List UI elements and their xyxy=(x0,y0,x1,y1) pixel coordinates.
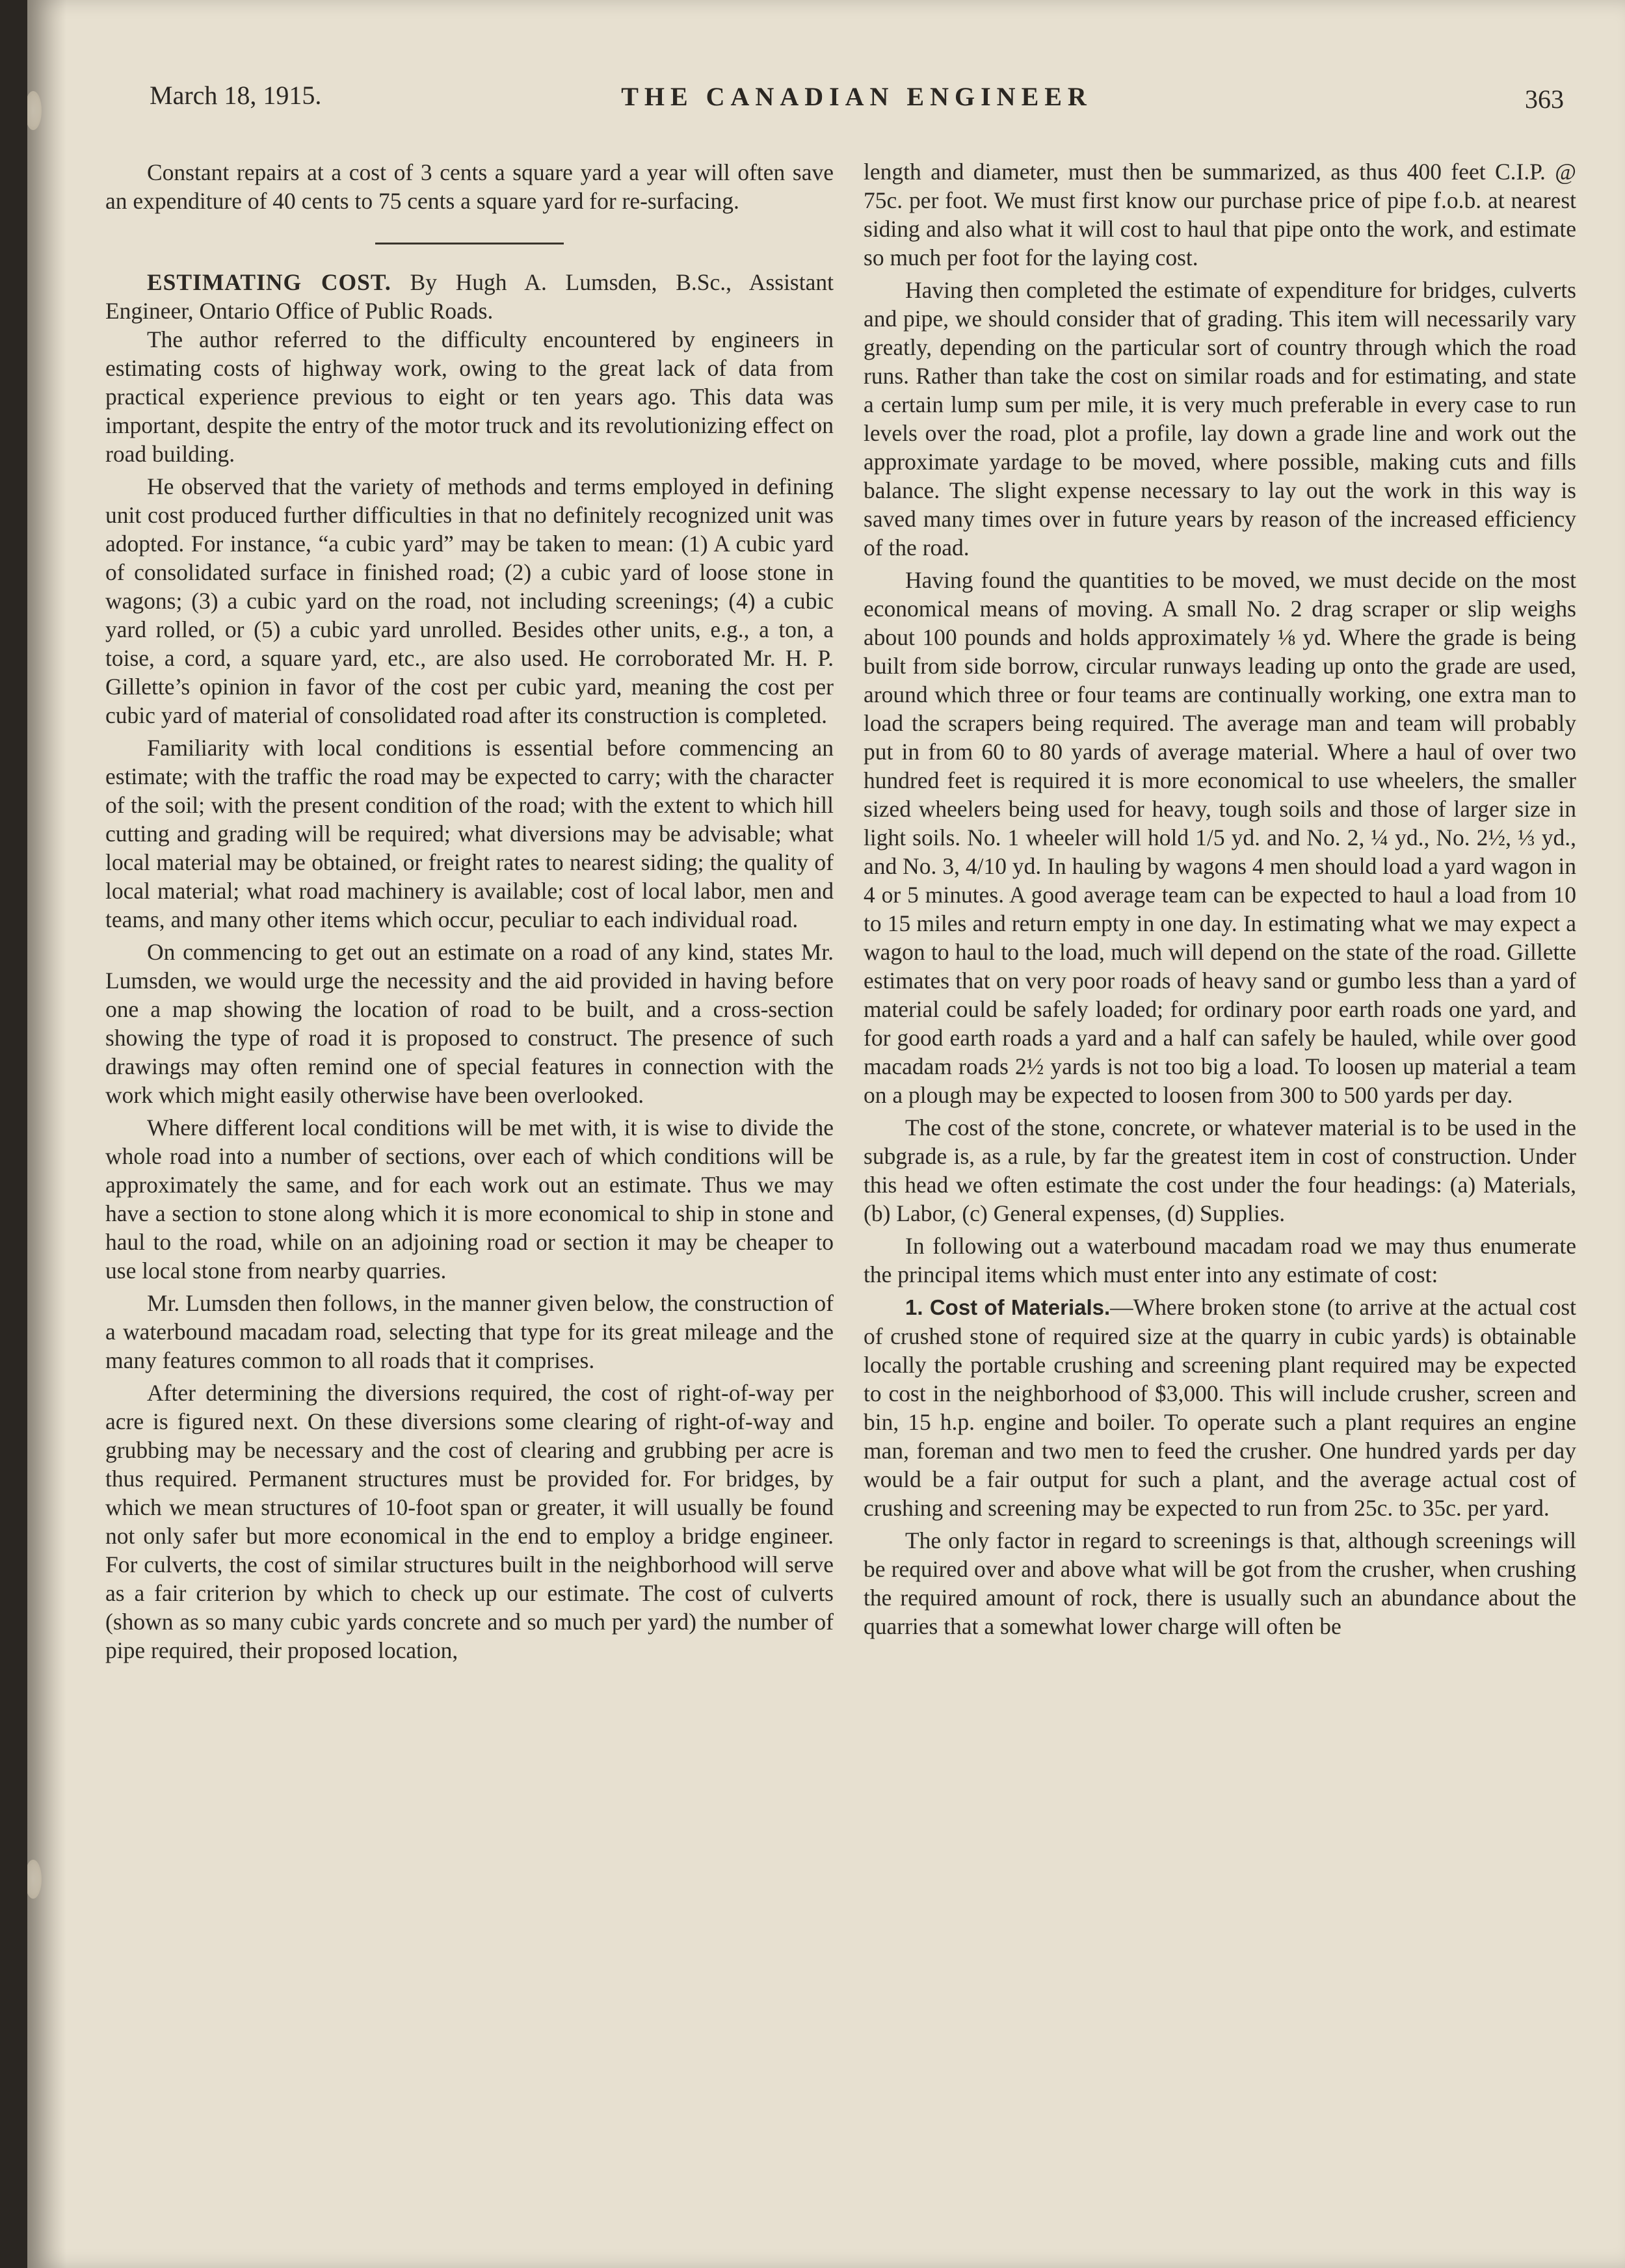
left-column xyxy=(105,158,834,1665)
section-text: —Where broken stone (to arrive at the actual cost of crushed stone of required size at the quarry in cubic yards) is obtainable locally the portable crushing and screening plant required may be expected to cost in the neighborhood of $3,000. This will include crusher, screen and bin, 15 h.p. engine and boiler. To operate such a plant requires an engine man, foreman and two men to feed the crusher. One hundred yards per day would be a fair output for such a plant, and the average actual cost of crushing and screening may be expected to run from 25c. to 35c. per yard. xyxy=(864,1294,1577,1521)
journal-title: THE CANADIAN ENGINEER xyxy=(621,82,1092,111)
paragraph: In following out a waterbound macadam road we may thus enumerate the principal items which must enter into any estimate of cost: xyxy=(864,1233,1576,1287)
paragraph: The author referred to the difficulty encountered by engineers in estimating costs of highway work, owing to the great lack of data from practical experience previous to eight or ten years ago. This data was important, despite the entry of the motor truck and its revolutionizing effect on road building. xyxy=(105,326,834,467)
section-divider xyxy=(375,243,564,244)
paragraph: Mr. Lumsden then follows, in the manner given below, the construction of a waterbound macadam road, selecting that type for its great mileage and the many features common to all roads that it comprises. xyxy=(105,1290,834,1373)
paragraph: Where different local conditions will be met with, it is wise to divide the whole road into a number of sections, over each of which conditions will be approximately the same, and for each work out an estimate. Thus we may have a section to stone along which it is more economical to ship in stone and haul to the road, while on an adjoining road or section it may be cheaper to use local stone from nearby quarries. xyxy=(105,1114,834,1284)
right-column xyxy=(864,157,1576,1641)
intro-paragraph: Constant repairs at a cost of 3 cents a square yard a year will often save an expenditure of 40 cents to 75 cents a square yard for re-surfacing. xyxy=(105,159,834,214)
paragraph: Having found the quantities to be moved, we must decide on the most economical means of moving. A small No. 2 drag scraper or slip weighs about 100 pounds and holds approximately ⅛ yd. Where the grade is being built from side borrow, circular runways leading up onto the grade are used, around which three or four teams are continually working, one extra man to load the scrapers being required. The average man and team will probably put in from 60 to 80 yards of average material. Where a haul of over two hundred feet is required it is more economical to use wheelers, the smaller sized wheelers being used for heavy, tough soils and those of larger size in light soils. No. 1 wheeler will hold 1/5 yd. and No. 2, ¼ yd., No. 2½, ⅓ yd., and No. 3, 4/10 yd. In hauling by wagons 4 men should load a yard wagon in 4 or 5 minutes. A good average team can be expected to haul a load from 10 to 15 miles and return empty in one day. In estimating what we may expect a wagon to haul to the load, much will depend on the state of the road. Gillette estimates that on very poor roads of heavy sand or gumbo less than a yard of material could be safely loaded; for ordinary poor earth roads one yard, and for good earth roads a yard and a half can safely be hauled, while over good macadam roads 2½ yards is not too big a load. To loosen up material a team on a plough may be expected to loosen from 300 to 500 yards per day. xyxy=(864,567,1576,1108)
paragraph xyxy=(864,1293,1576,1522)
article-byline: By Hugh A. Lumsden, B.Sc., Assistant Engineer, Ontario Office of Public Roads. xyxy=(105,269,834,324)
section-title: 1. Cost of Materials. xyxy=(905,1295,1111,1319)
paragraph: After determining the diversions required, the cost of right-of-way per acre is figured next. On these diversions some clearing of right-of-way and grubbing may be necessary and the cost of clearing and grubbing per acre is thus required. Permanent structures must be provided for. For bridges, by which we mean structures of 10-foot span or greater, it will usually be found not only safer but more economical in the end to employ a bridge engineer. For culverts, the cost of similar structures built in the neighborhood will serve as a fair criterion by which to check up our estimate. The cost of culverts (shown as so many cubic yards concrete and so much per yard) the number of pipe required, their proposed location, xyxy=(105,1380,834,1663)
article-heading xyxy=(105,268,834,325)
issue-date: March 18, 1915. xyxy=(150,81,322,110)
article-title: ESTIMATING COST. xyxy=(147,269,391,295)
paragraph: On commencing to get out an estimate on a road of any kind, states Mr. Lumsden, we would urge the necessity and the aid provided in having before one a map showing the location of road to be built, and a cross-section showing the type of road it is proposed to construct. The presence of such drawings may often remind one of special features in connection with the work which might easily otherwise have been overlooked. xyxy=(105,939,834,1108)
running-header xyxy=(150,75,1564,120)
page-number: 363 xyxy=(1525,85,1564,114)
paragraph: The cost of the stone, concrete, or whatever material is to be used in the subgrade is, as a rule, by far the greatest item in cost of construction. Under this head we often estimate the cost under the four headings: (a) Materials, (b) Labor, (c) General expenses, (d) Supplies. xyxy=(864,1114,1576,1226)
paragraph: The only factor in regard to screenings is that, although screenings will be required over and above what will be got from the crusher, when crushing the required amount of rock, there is usually such an abundance about the quarries that a somewhat lower charge will often be xyxy=(864,1527,1576,1639)
paragraph: length and diameter, must then be summarized, as thus 400 feet C.I.P. @ 75c. per foot. We must first know our purchase price of pipe f.o.b. at nearest siding and also what it will cost to haul that pipe onto the work, and estimate so much per foot for the laying cost. xyxy=(864,159,1576,270)
paragraph: Familiarity with local conditions is essential before commencing an estimate; with the traffic the road may be expected to carry; with the character of the soil; with the present condition of the road; with the extent to which hill cutting and grading will be required; what diversions may be advisable; what local material may be obtained, or freight rates to nearest siding; the quality of local material; what road machinery is available; cost of local labor, men and teams, and many other items which occur, peculiar to each individual road. xyxy=(105,735,834,932)
paragraph: Having then completed the estimate of expenditure for bridges, culverts and pipe, we should consider that of grading. This item will necessarily vary greatly, depending on the particular sort of country through which the road runs. Rather than take the cost on similar roads and for estimating, and state a certain lump sum per mile, it is very much preferable in every case to run levels over the road, plot a profile, lay down a grade line and work out the approximate yardage to be moved, where possible, making cuts and fills balance. The slight expense necessary to lay out the work in this way is saved many times over in future years by reason of the increased efficiency of the road. xyxy=(864,277,1576,560)
paragraph: He observed that the variety of methods and terms employed in defining unit cost produced further difficulties in that no definitely recognized unit was adopted. For instance, “a cubic yard” may be taken to mean: (1) A cubic yard of consolidated surface in finished road; (2) a cubic yard of loose stone in wagons; (3) a cubic yard on the road, not including screenings; (4) a cubic yard rolled, or (5) a cubic yard unrolled. Besides other units, e.g., a ton, a toise, a cord, a square yard, etc., are also used. He corroborated Mr. H. P. Gillette’s opinion in favor of the cost per cubic yard, meaning the cost per cubic yard of material of consolidated road after its construction is completed. xyxy=(105,473,834,728)
magazine-page xyxy=(27,0,1625,2268)
spine-shadow xyxy=(27,0,66,2268)
